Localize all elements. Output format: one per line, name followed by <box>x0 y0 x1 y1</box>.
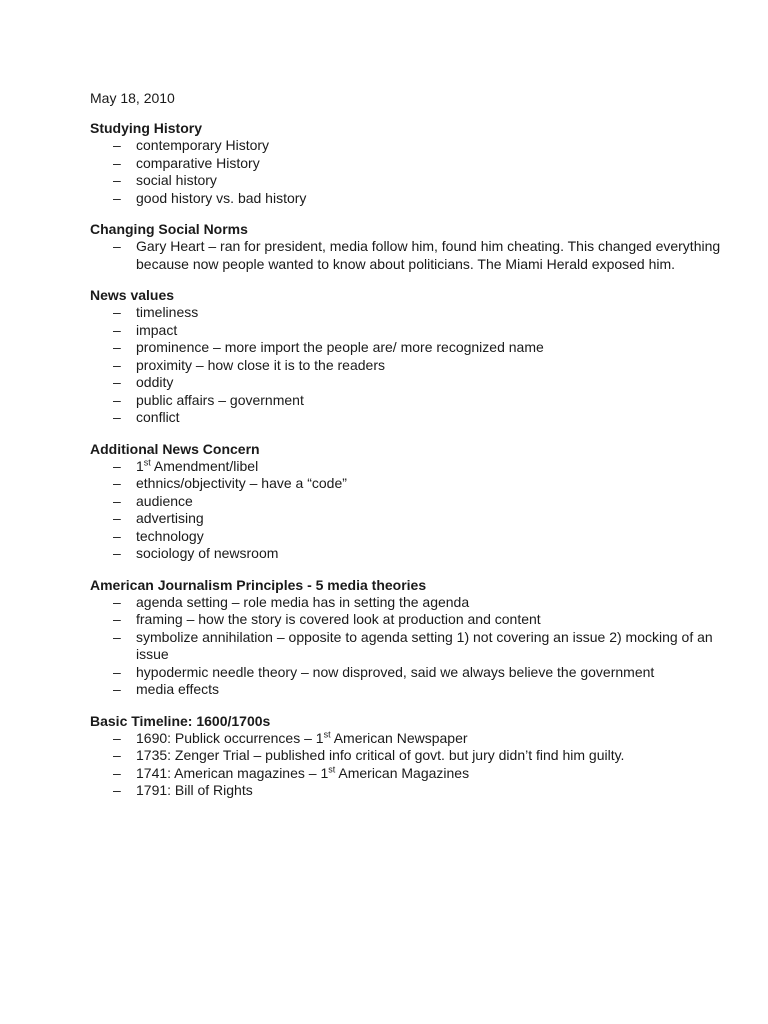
dash-bullet: – <box>113 238 121 254</box>
item-text: 1741: American magazines – 1 <box>136 764 329 781</box>
section-heading: Studying History <box>90 120 203 136</box>
dash-bullet: – <box>113 189 121 206</box>
list-item <box>90 545 730 563</box>
item-text: 1690: Publick occurrences – 1 <box>136 729 324 746</box>
list-item <box>90 475 730 493</box>
section-heading: Additional News Concern <box>90 440 260 457</box>
list-item <box>90 304 730 322</box>
dash-bullet: – <box>113 356 121 373</box>
notes-section <box>90 576 730 699</box>
list-item <box>90 137 730 155</box>
section-heading: Changing Social Norms <box>90 221 248 237</box>
item-text: advertising <box>136 510 204 526</box>
item-text: agenda setting – role media has in setting the agenda <box>136 593 470 610</box>
list-item <box>90 528 730 546</box>
item-text: conflict <box>136 409 180 425</box>
list-item <box>90 392 730 410</box>
dash-bullet: – <box>113 545 121 561</box>
item-text: media effects <box>136 681 220 697</box>
item-text: impact <box>136 321 178 338</box>
list-item <box>90 458 730 476</box>
item-text: symbolize annihilation – opposite to agenda setting 1) not covering an issue 2) mocking of an issue <box>136 628 713 662</box>
list-item <box>90 594 730 612</box>
list-item <box>90 339 730 357</box>
item-text: American Newspaper <box>330 729 468 746</box>
item-text: timeliness <box>136 304 199 320</box>
list-item <box>90 730 730 748</box>
bullet-list <box>90 304 730 427</box>
item-text: framing – how the story is covered look at production and content <box>136 611 541 627</box>
notes-sections <box>90 119 730 800</box>
dash-bullet: – <box>113 764 121 781</box>
item-text: contemporary History <box>136 137 270 153</box>
dash-bullet: – <box>113 593 121 610</box>
notes-section <box>90 440 730 563</box>
notes-section <box>90 286 730 427</box>
dash-bullet: – <box>113 321 121 338</box>
notes-section <box>90 220 730 273</box>
item-text: proximity – how close it is to the readers <box>136 356 385 373</box>
list-item <box>90 357 730 375</box>
item-text: oddity <box>136 374 174 390</box>
list-item <box>90 155 730 173</box>
item-text: prominence – more import the people are/ more recognized name <box>136 339 544 355</box>
dash-bullet: – <box>113 304 121 320</box>
superscript: st <box>143 456 151 467</box>
dash-bullet: – <box>113 782 121 798</box>
item-text: good history vs. bad history <box>136 189 307 206</box>
list-item <box>90 374 730 392</box>
list-item <box>90 322 730 340</box>
item-text: Gary Heart – ran for president, media follow him, found him cheating. This changed everything because now people wanted to know about politicians. The Miami Herald exposed him. <box>136 238 721 272</box>
dash-bullet: – <box>113 374 121 390</box>
item-text: 1791: Bill of Rights <box>136 782 253 798</box>
bullet-list <box>90 730 730 800</box>
bullet-list <box>90 458 730 563</box>
dash-bullet: – <box>113 611 121 627</box>
item-text: social history <box>136 172 217 188</box>
dash-bullet: – <box>113 663 121 680</box>
item-text: American Magazines <box>335 764 470 781</box>
list-item <box>90 782 730 800</box>
dash-bullet: – <box>113 409 121 425</box>
dash-bullet: – <box>113 457 121 474</box>
item-text: Amendment/libel <box>150 457 259 474</box>
dash-bullet: – <box>113 339 121 355</box>
dash-bullet: – <box>113 154 121 171</box>
list-item <box>90 172 730 190</box>
list-item <box>90 747 730 765</box>
document-page <box>90 89 730 813</box>
item-text: comparative History <box>136 154 260 171</box>
document-date: May 18, 2010 <box>90 90 175 106</box>
list-item <box>90 190 730 208</box>
item-text: public affairs – government <box>136 391 304 408</box>
list-item <box>90 629 730 664</box>
bullet-list <box>90 137 730 207</box>
section-heading: News values <box>90 287 175 303</box>
dash-bullet: – <box>113 492 121 509</box>
list-item <box>90 510 730 528</box>
list-item <box>90 238 730 273</box>
item-text: sociology of newsroom <box>136 545 279 561</box>
dash-bullet: – <box>113 510 121 526</box>
superscript: st <box>328 763 336 774</box>
item-text: hypodermic needle theory – now disproved, said we always believe the government <box>136 663 655 680</box>
notes-section <box>90 119 730 207</box>
dash-bullet: – <box>113 681 121 697</box>
notes-section <box>90 712 730 800</box>
list-item <box>90 409 730 427</box>
list-item <box>90 493 730 511</box>
list-item <box>90 664 730 682</box>
item-text: 1 <box>136 457 144 474</box>
bullet-list <box>90 594 730 699</box>
dash-bullet: – <box>113 729 121 746</box>
list-item <box>90 611 730 629</box>
item-text: 1735: Zenger Trial – published info critical of govt. but jury didn’t find him guilty. <box>136 747 625 763</box>
dash-bullet: – <box>113 475 121 491</box>
list-item <box>90 681 730 699</box>
bullet-list <box>90 238 730 273</box>
dash-bullet: – <box>113 527 121 544</box>
dash-bullet: – <box>113 747 121 763</box>
section-heading: Basic Timeline: 1600/1700s <box>90 712 271 729</box>
dash-bullet: – <box>113 628 121 645</box>
section-heading: American Journalism Principles - 5 media theories <box>90 576 427 593</box>
item-text: technology <box>136 527 204 544</box>
superscript: st <box>323 728 331 739</box>
list-item <box>90 765 730 783</box>
dash-bullet: – <box>113 172 121 188</box>
item-text: audience <box>136 492 193 509</box>
dash-bullet: – <box>113 391 121 408</box>
dash-bullet: – <box>113 137 121 153</box>
item-text: ethnics/objectivity – have a “code” <box>136 475 347 491</box>
